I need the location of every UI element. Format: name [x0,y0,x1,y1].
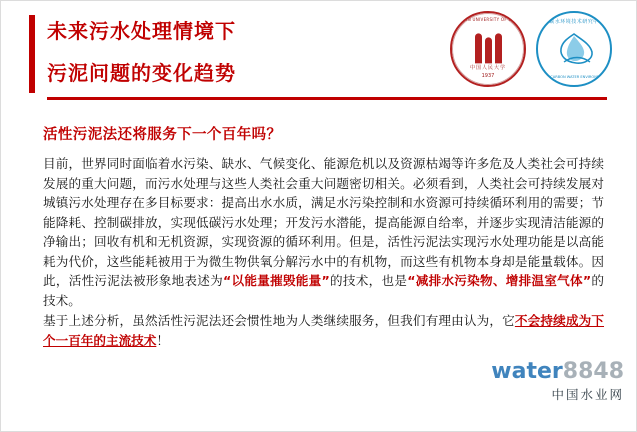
logo-ring-text-en: RENMIN UNIVERSITY OF CHINA [453,17,523,22]
watermark-main [491,361,624,383]
paragraph-1-highlight-1: “以能量摧毁能量” [222,273,330,288]
title-underline [47,97,607,100]
slide-header [1,1,636,107]
environment-institute-logo [536,11,612,87]
paragraph-2-text-post: ！ [156,332,169,348]
paragraph-1-text-pre: 目前，世界同时面临着水污染、缺水、气候变化、能源危机以及资源枯竭等许多危及人类社会可持续发展的重大问题，而污水处理与这些人类社会重大问题密切相关。必须看到，人类社会可持续发展对城镇污水处理存在多目标要求：提高出水水质，满足水污染控制和水资源可持续循环利用的需要；节能降耗、控制碳排放，实现低碳污水处理；开发污水潜能，提高能源自给率，并逐步实现清洁能源的净输出；回收有机和无机资源，实现资源的循环利用。但是，活性污泥法实现污水处理功能是以高能耗为代价，这些能耗被用于为微生物供氧分解污水中的有机物，而这些有机物本身却是能量载体。因此，活性污泥法被形象地表述为 [43,156,604,288]
paragraph-2-underlined: 不会持续成为下个一百年的主流技术 [43,313,605,348]
watermark-sub: 中国水业网 [551,387,624,402]
logo-year: 1937 [481,73,495,79]
paragraph-2-text-pre: 基于上述分析，虽然活性污泥法还会惯性地为人类继续服务，但我们有理由认为，它 [43,313,515,328]
page-title [47,17,447,87]
slide-content [1,107,637,350]
section-question: 活性污泥法还将服务下一个百年吗？ [43,127,282,143]
watermark-main-suffix: 8848 [562,359,624,384]
paragraph-1-highlight-2: “减排水污染物、增排温室气体” [407,273,592,288]
paragraph-1-text-post: 的技术。 [43,273,605,308]
renmin-emblem-icon [468,33,508,63]
watermark-main-prefix: water [491,359,563,384]
logo-ring-text-cn: 中国人民大学 [469,65,506,71]
watermark [491,361,624,403]
leaf-droplet-icon [552,32,596,66]
renmin-university-logo [450,11,526,87]
body-paragraphs [43,154,612,350]
paragraph-1-text-mid: 的技术，也是 [329,273,408,288]
title-line-1: 未来污水处理情境下 [47,19,236,43]
logo-ring-text-en: LOW CARBON WATER ENVIRONMENT [540,75,608,79]
title-line-2: 污泥问题的变化趋势 [47,61,236,85]
title-accent-bar [29,15,35,93]
logo-group [450,11,612,87]
paragraph-2 [43,311,604,350]
logo-ring-text-cn: 低碳水环境技术研究中心 [543,19,605,25]
